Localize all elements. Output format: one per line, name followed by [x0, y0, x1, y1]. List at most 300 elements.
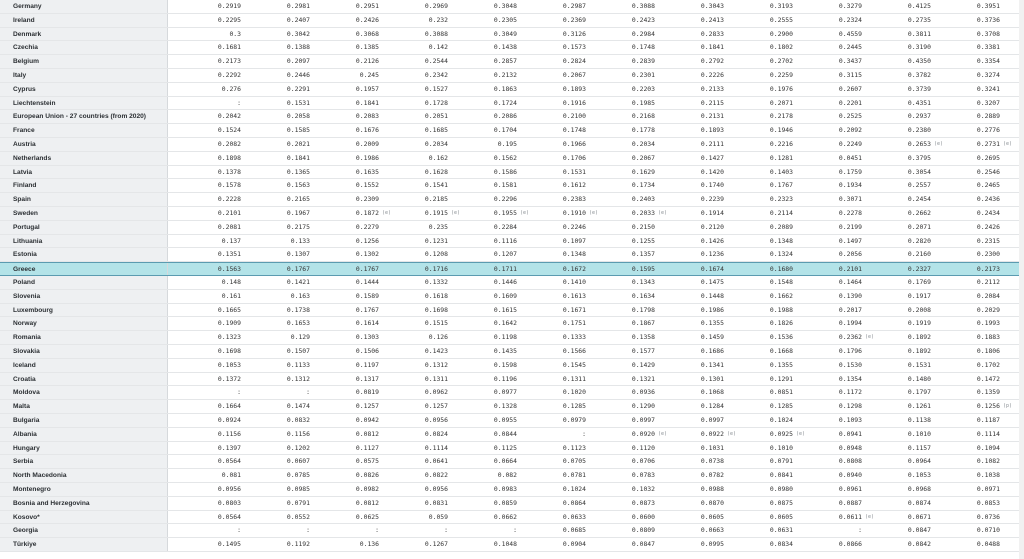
table-cell[interactable]: [242, 138, 310, 151]
table-cell[interactable]: [242, 304, 310, 317]
table-cell[interactable]: [173, 483, 241, 496]
table-cell[interactable]: [725, 386, 793, 399]
table-cell[interactable]: [725, 373, 793, 386]
table-row[interactable]: [0, 83, 1024, 97]
table-row[interactable]: [0, 428, 1024, 442]
table-cell[interactable]: [173, 538, 241, 551]
table-cell[interactable]: [242, 331, 310, 344]
table-cell[interactable]: [311, 14, 379, 27]
table-cell[interactable]: [656, 14, 724, 27]
table-cell[interactable]: [449, 304, 517, 317]
table-cell[interactable]: [656, 524, 724, 537]
table-cell[interactable]: [725, 69, 793, 82]
table-cell[interactable]: [311, 538, 379, 551]
table-cell[interactable]: [863, 317, 931, 330]
table-cell[interactable]: [932, 386, 1000, 399]
table-row[interactable]: [0, 179, 1024, 193]
table-cell[interactable]: [794, 235, 862, 248]
table-cell[interactable]: [518, 304, 586, 317]
table-cell[interactable]: [449, 235, 517, 248]
table-cell[interactable]: [656, 0, 724, 13]
table-cell[interactable]: [794, 483, 862, 496]
table-cell[interactable]: [656, 138, 724, 151]
table-cell[interactable]: [242, 179, 310, 192]
table-cell[interactable]: [242, 511, 310, 524]
table-cell[interactable]: [725, 414, 793, 427]
table-cell[interactable]: [863, 235, 931, 248]
table-cell[interactable]: [380, 483, 448, 496]
table-cell[interactable]: [794, 317, 862, 330]
table-cell[interactable]: [725, 179, 793, 192]
table-row[interactable]: [0, 97, 1024, 111]
table-cell[interactable]: [449, 497, 517, 510]
table-cell[interactable]: [311, 207, 392, 220]
table-cell[interactable]: [518, 290, 586, 303]
table-cell[interactable]: [173, 138, 241, 151]
table-row[interactable]: [0, 317, 1024, 331]
table-cell[interactable]: [311, 483, 379, 496]
table-cell[interactable]: [173, 179, 241, 192]
table-cell[interactable]: [242, 166, 310, 179]
table-cell[interactable]: [518, 166, 586, 179]
table-cell[interactable]: [449, 428, 517, 441]
table-cell[interactable]: [242, 41, 310, 54]
table-cell[interactable]: [380, 386, 448, 399]
table-cell[interactable]: [587, 110, 655, 123]
table-cell[interactable]: [518, 497, 586, 510]
table-cell[interactable]: [794, 538, 862, 551]
table-cell[interactable]: [242, 0, 310, 13]
table-cell[interactable]: [380, 69, 448, 82]
table-cell[interactable]: [725, 221, 793, 234]
table-cell[interactable]: [587, 41, 655, 54]
table-cell[interactable]: [242, 359, 310, 372]
table-cell[interactable]: [725, 442, 793, 455]
table-cell[interactable]: [518, 359, 586, 372]
table-cell[interactable]: [449, 276, 517, 289]
table-cell[interactable]: [380, 290, 448, 303]
table-cell[interactable]: [656, 69, 724, 82]
table-cell[interactable]: [932, 83, 1000, 96]
table-cell[interactable]: [380, 221, 448, 234]
table-cell[interactable]: [587, 414, 655, 427]
table-cell[interactable]: [587, 97, 655, 110]
table-cell[interactable]: [587, 359, 655, 372]
table-cell[interactable]: [725, 14, 793, 27]
table-cell[interactable]: [587, 276, 655, 289]
table-cell[interactable]: [932, 276, 1000, 289]
table-cell[interactable]: [656, 193, 724, 206]
table-cell[interactable]: [242, 345, 310, 358]
table-cell[interactable]: [518, 41, 586, 54]
table-cell[interactable]: [863, 69, 931, 82]
table-cell[interactable]: [725, 0, 793, 13]
table-row[interactable]: [0, 110, 1024, 124]
table-cell[interactable]: [794, 386, 862, 399]
table-cell[interactable]: [587, 28, 655, 41]
table-cell[interactable]: [449, 0, 517, 13]
table-cell[interactable]: [656, 400, 724, 413]
table-cell[interactable]: [242, 152, 310, 165]
table-cell[interactable]: [794, 55, 862, 68]
table-cell[interactable]: [656, 359, 724, 372]
table-cell[interactable]: [587, 179, 655, 192]
table-cell[interactable]: [242, 469, 310, 482]
table-cell[interactable]: [656, 179, 724, 192]
table-cell[interactable]: [932, 97, 1000, 110]
table-cell[interactable]: [932, 428, 1000, 441]
table-cell[interactable]: [863, 483, 931, 496]
table-cell[interactable]: [656, 428, 737, 441]
table-cell[interactable]: [173, 263, 241, 275]
table-cell[interactable]: [311, 152, 379, 165]
table-cell[interactable]: [518, 207, 599, 220]
table-cell[interactable]: [380, 373, 448, 386]
table-cell[interactable]: [173, 14, 241, 27]
table-cell[interactable]: [380, 497, 448, 510]
table-cell[interactable]: [587, 469, 655, 482]
table-cell[interactable]: [242, 524, 310, 537]
table-cell[interactable]: [725, 41, 793, 54]
table-cell[interactable]: [242, 28, 310, 41]
table-row[interactable]: [0, 276, 1024, 290]
table-cell[interactable]: [587, 317, 655, 330]
table-cell[interactable]: [518, 221, 586, 234]
table-cell[interactable]: [932, 41, 1000, 54]
table-cell[interactable]: [449, 41, 517, 54]
table-cell[interactable]: [794, 263, 862, 275]
table-cell[interactable]: [725, 276, 793, 289]
table-cell[interactable]: [242, 248, 310, 261]
table-cell[interactable]: [587, 511, 655, 524]
table-cell[interactable]: [311, 28, 379, 41]
table-cell[interactable]: [380, 455, 448, 468]
table-cell[interactable]: [449, 359, 517, 372]
table-cell[interactable]: [725, 110, 793, 123]
table-cell[interactable]: [311, 331, 379, 344]
table-cell[interactable]: [518, 276, 586, 289]
table-row[interactable]: [0, 414, 1024, 428]
table-cell[interactable]: [173, 124, 241, 137]
table-cell[interactable]: [932, 414, 1000, 427]
table-row[interactable]: [0, 469, 1024, 483]
table-cell[interactable]: [794, 97, 862, 110]
table-cell[interactable]: [932, 290, 1000, 303]
table-row[interactable]: [0, 166, 1024, 180]
table-cell[interactable]: [449, 207, 530, 220]
table-cell[interactable]: [311, 97, 379, 110]
table-cell[interactable]: [311, 138, 379, 151]
table-cell[interactable]: [518, 124, 586, 137]
table-cell[interactable]: [587, 55, 655, 68]
table-cell[interactable]: [794, 83, 862, 96]
table-cell[interactable]: [449, 28, 517, 41]
table-cell[interactable]: [725, 83, 793, 96]
table-cell[interactable]: [587, 400, 655, 413]
table-cell[interactable]: [518, 345, 586, 358]
table-cell[interactable]: [173, 304, 241, 317]
table-cell[interactable]: [587, 345, 655, 358]
table-cell[interactable]: [794, 207, 862, 220]
table-cell[interactable]: [794, 359, 862, 372]
table-cell[interactable]: [863, 373, 931, 386]
table-cell[interactable]: [449, 290, 517, 303]
table-cell[interactable]: [794, 455, 862, 468]
table-cell[interactable]: [380, 538, 448, 551]
table-cell[interactable]: [449, 263, 517, 275]
table-cell[interactable]: [380, 193, 448, 206]
table-cell[interactable]: [656, 331, 724, 344]
table-cell[interactable]: [725, 511, 793, 524]
table-cell[interactable]: [863, 345, 931, 358]
table-cell[interactable]: [173, 524, 241, 537]
table-cell[interactable]: [449, 469, 517, 482]
table-cell[interactable]: [656, 317, 724, 330]
table-cell[interactable]: [518, 138, 586, 151]
table-cell[interactable]: [242, 221, 310, 234]
table-cell[interactable]: [449, 248, 517, 261]
table-cell[interactable]: [518, 538, 586, 551]
table-cell[interactable]: [656, 511, 724, 524]
table-cell[interactable]: [656, 442, 724, 455]
table-cell[interactable]: [794, 304, 862, 317]
table-cell[interactable]: [518, 263, 586, 275]
table-cell[interactable]: [518, 414, 586, 427]
table-cell[interactable]: [518, 179, 586, 192]
table-cell[interactable]: [794, 152, 862, 165]
table-cell[interactable]: [725, 28, 793, 41]
table-cell[interactable]: [587, 483, 655, 496]
table-cell[interactable]: [449, 524, 517, 537]
table-cell[interactable]: [587, 207, 668, 220]
table-row[interactable]: [0, 290, 1024, 304]
table-cell[interactable]: [311, 304, 379, 317]
table-cell[interactable]: [794, 511, 875, 524]
table-cell[interactable]: [794, 0, 862, 13]
table-cell[interactable]: [242, 428, 310, 441]
table-row[interactable]: [0, 497, 1024, 511]
table-row[interactable]: [0, 483, 1024, 497]
table-cell[interactable]: [311, 442, 379, 455]
table-row[interactable]: [0, 207, 1024, 221]
table-cell[interactable]: [725, 483, 793, 496]
table-cell[interactable]: [173, 400, 241, 413]
table-row[interactable]: [0, 386, 1024, 400]
table-cell[interactable]: [932, 317, 1000, 330]
table-cell[interactable]: [725, 428, 806, 441]
table-cell[interactable]: [932, 193, 1000, 206]
table-cell[interactable]: [242, 124, 310, 137]
table-cell[interactable]: [173, 290, 241, 303]
table-cell[interactable]: [242, 455, 310, 468]
table-cell[interactable]: [794, 400, 862, 413]
table-cell[interactable]: [863, 152, 931, 165]
table-cell[interactable]: [863, 248, 931, 261]
table-cell[interactable]: [311, 345, 379, 358]
table-cell[interactable]: [932, 248, 1000, 261]
table-cell[interactable]: [863, 207, 931, 220]
table-cell[interactable]: [656, 304, 724, 317]
table-cell[interactable]: [311, 359, 379, 372]
table-cell[interactable]: [518, 152, 586, 165]
table-cell[interactable]: [311, 235, 379, 248]
table-cell[interactable]: [794, 193, 862, 206]
table-row[interactable]: [0, 442, 1024, 456]
table-cell[interactable]: [656, 373, 724, 386]
table-cell[interactable]: [863, 97, 931, 110]
table-cell[interactable]: [932, 511, 1000, 524]
table-cell[interactable]: [380, 317, 448, 330]
table-cell[interactable]: [863, 221, 931, 234]
table-cell[interactable]: [725, 97, 793, 110]
table-cell[interactable]: [449, 138, 517, 151]
table-cell[interactable]: [725, 263, 793, 275]
table-cell[interactable]: [242, 414, 310, 427]
table-cell[interactable]: [587, 538, 655, 551]
table-cell[interactable]: [725, 538, 793, 551]
table-row[interactable]: [0, 55, 1024, 69]
table-cell[interactable]: [587, 428, 668, 441]
table-cell[interactable]: [173, 41, 241, 54]
table-cell[interactable]: [380, 524, 448, 537]
table-cell[interactable]: [449, 483, 517, 496]
table-cell[interactable]: [311, 386, 379, 399]
table-cell[interactable]: [311, 69, 379, 82]
table-cell[interactable]: [173, 55, 241, 68]
table-cell[interactable]: [656, 152, 724, 165]
table-cell[interactable]: [725, 304, 793, 317]
table-cell[interactable]: [380, 0, 448, 13]
table-cell[interactable]: [518, 400, 586, 413]
table-cell[interactable]: [725, 359, 793, 372]
table-cell[interactable]: [380, 263, 448, 275]
table-cell[interactable]: [242, 442, 310, 455]
table-cell[interactable]: [794, 41, 862, 54]
table-cell[interactable]: [311, 400, 379, 413]
table-cell[interactable]: [380, 110, 448, 123]
table-cell[interactable]: [863, 455, 931, 468]
table-row[interactable]: [0, 345, 1024, 359]
table-cell[interactable]: [587, 442, 655, 455]
table-cell[interactable]: [932, 14, 1000, 27]
table-cell[interactable]: [863, 0, 931, 13]
table-cell[interactable]: [449, 83, 517, 96]
table-cell[interactable]: [932, 69, 1000, 82]
table-row-selected[interactable]: [0, 262, 1024, 276]
table-cell[interactable]: [863, 41, 931, 54]
table-cell[interactable]: [932, 28, 1000, 41]
table-cell[interactable]: [656, 166, 724, 179]
table-cell[interactable]: [173, 248, 241, 261]
table-cell[interactable]: [173, 166, 241, 179]
table-cell[interactable]: [587, 138, 655, 151]
table-cell[interactable]: [725, 248, 793, 261]
table-cell[interactable]: [380, 414, 448, 427]
table-cell[interactable]: [173, 207, 241, 220]
table-cell[interactable]: [932, 455, 1000, 468]
table-cell[interactable]: [794, 524, 862, 537]
table-cell[interactable]: [449, 373, 517, 386]
table-cell[interactable]: [518, 55, 586, 68]
table-cell[interactable]: [932, 400, 1013, 413]
table-cell[interactable]: [863, 28, 931, 41]
table-cell[interactable]: [587, 14, 655, 27]
table-cell[interactable]: [173, 373, 241, 386]
table-cell[interactable]: [518, 483, 586, 496]
table-cell[interactable]: [932, 138, 1013, 151]
table-cell[interactable]: [725, 524, 793, 537]
table-cell[interactable]: [725, 400, 793, 413]
table-cell[interactable]: [725, 345, 793, 358]
table-cell[interactable]: [380, 248, 448, 261]
table-cell[interactable]: [311, 248, 379, 261]
table-cell[interactable]: [173, 359, 241, 372]
table-cell[interactable]: [794, 345, 862, 358]
table-cell[interactable]: [794, 179, 862, 192]
table-cell[interactable]: [242, 207, 310, 220]
table-cell[interactable]: [242, 497, 310, 510]
table-cell[interactable]: [242, 69, 310, 82]
table-cell[interactable]: [242, 373, 310, 386]
table-cell[interactable]: [518, 317, 586, 330]
table-cell[interactable]: [656, 455, 724, 468]
table-row[interactable]: [0, 400, 1024, 414]
table-cell[interactable]: [794, 248, 862, 261]
table-cell[interactable]: [587, 166, 655, 179]
table-cell[interactable]: [380, 400, 448, 413]
table-cell[interactable]: [863, 276, 931, 289]
table-cell[interactable]: [725, 455, 793, 468]
table-row[interactable]: [0, 0, 1024, 14]
table-cell[interactable]: [932, 331, 1000, 344]
table-cell[interactable]: [794, 290, 862, 303]
table-cell[interactable]: [863, 55, 931, 68]
table-cell[interactable]: [932, 124, 1000, 137]
table-cell[interactable]: [380, 14, 448, 27]
table-cell[interactable]: [242, 110, 310, 123]
table-cell[interactable]: [725, 317, 793, 330]
table-cell[interactable]: [311, 179, 379, 192]
table-row[interactable]: [0, 138, 1024, 152]
table-cell[interactable]: [173, 0, 241, 13]
table-cell[interactable]: [932, 166, 1000, 179]
table-cell[interactable]: [518, 469, 586, 482]
table-cell[interactable]: [173, 235, 241, 248]
table-cell[interactable]: [656, 28, 724, 41]
table-row[interactable]: [0, 152, 1024, 166]
table-cell[interactable]: [656, 538, 724, 551]
table-cell[interactable]: [518, 524, 586, 537]
table-cell[interactable]: [380, 207, 461, 220]
table-cell[interactable]: [173, 442, 241, 455]
table-cell[interactable]: [794, 331, 875, 344]
table-cell[interactable]: [794, 124, 862, 137]
table-cell[interactable]: [380, 83, 448, 96]
table-cell[interactable]: [794, 442, 862, 455]
table-cell[interactable]: [518, 28, 586, 41]
table-cell[interactable]: [518, 511, 586, 524]
table-cell[interactable]: [449, 317, 517, 330]
table-cell[interactable]: [380, 359, 448, 372]
table-cell[interactable]: [863, 386, 931, 399]
table-cell[interactable]: [380, 235, 448, 248]
table-cell[interactable]: [242, 14, 310, 27]
table-cell[interactable]: [725, 290, 793, 303]
table-cell[interactable]: [863, 428, 931, 441]
table-cell[interactable]: [449, 166, 517, 179]
table-cell[interactable]: [518, 193, 586, 206]
table-cell[interactable]: [518, 69, 586, 82]
